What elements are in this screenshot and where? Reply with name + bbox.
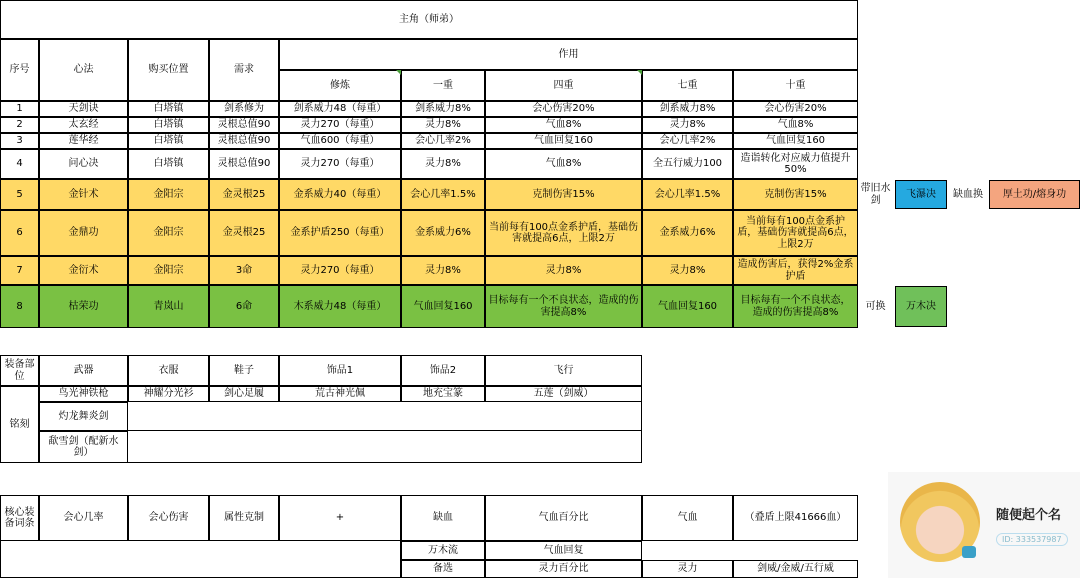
comment-marker — [637, 70, 642, 75]
core-plus: + — [279, 495, 401, 541]
row-level-10: 造诣转化对应威力值提升50% — [733, 149, 858, 179]
core-affix-label: 核心装备词条 — [0, 495, 39, 541]
row-requirement: 剑系修为 — [209, 101, 279, 117]
equip-acc2-value: 地充宝篆 — [401, 386, 485, 402]
comment-marker — [396, 70, 401, 75]
swap-note: 缺血换 — [953, 188, 983, 200]
row-level-1: 灵力8% — [401, 117, 485, 133]
row-method: 枯荣功 — [39, 285, 128, 328]
equip-shoes-value: 剑心足履 — [209, 386, 279, 402]
row-practice: 灵力270（每重） — [279, 256, 401, 285]
row-level-1: 剑系威力8% — [401, 101, 485, 117]
row-level-1: 会心几率1.5% — [401, 179, 485, 210]
row-level-7: 会心几率2% — [642, 133, 733, 149]
row-level-7: 灵力8% — [642, 256, 733, 285]
row-seq: 3 — [0, 133, 39, 149]
row-method: 太玄经 — [39, 117, 128, 133]
equip-acc1-value: 荒古神光佩 — [279, 386, 401, 402]
engrave-label: 铭刻 — [0, 386, 39, 463]
row-level-10: 气血回复160 — [733, 133, 858, 149]
equip-clothes-value: 神耀分光衫 — [128, 386, 209, 402]
row-level-1: 会心几率2% — [401, 133, 485, 149]
row-level-7: 全五行威力100 — [642, 149, 733, 179]
core-row2-b: 气血回复 — [485, 541, 642, 560]
row-level-4: 气血8% — [485, 117, 642, 133]
row-level-1: 灵力8% — [401, 149, 485, 179]
engrave-item-1: 灼龙舞炎剑 — [39, 402, 128, 431]
row-practice: 木系威力48（每重） — [279, 285, 401, 328]
row-location: 金阳宗 — [128, 179, 209, 210]
row-level-10: 气血8% — [733, 117, 858, 133]
row-practice: 金系护盾250（每重） — [279, 210, 401, 256]
header-method: 心法 — [39, 39, 128, 101]
row-method: 金衍术 — [39, 256, 128, 285]
row-seq: 8 — [0, 285, 39, 328]
row-level-10: 克制伤害15% — [733, 179, 858, 210]
core-element-counter: 属性克制 — [209, 495, 279, 541]
core-crit-rate: 会心几率 — [39, 495, 128, 541]
equip-shoes-header: 鞋子 — [209, 355, 279, 386]
row-level-10: 会心伤害20% — [733, 101, 858, 117]
core-row1-b: 气血百分比 — [485, 495, 642, 541]
carry-note: 带旧水剑 — [860, 183, 891, 206]
equip-part-label: 装备部位 — [0, 355, 39, 386]
row-level-7: 气血回复160 — [642, 285, 733, 328]
equip-flying-value: 五莲（剑威） — [485, 386, 642, 402]
row-seq: 7 — [0, 256, 39, 285]
core-row2-a: 万木流 — [401, 541, 485, 560]
equip-acc1-header: 饰品1 — [279, 355, 401, 386]
wanmu-tag: 万木决 — [895, 286, 947, 327]
row-practice: 气血600（每重） — [279, 133, 401, 149]
engrave-item-2: 歃雪剑（配新水剑） — [39, 431, 128, 463]
row-level-7: 金系威力6% — [642, 210, 733, 256]
engrave-empty — [128, 402, 642, 431]
row-level-4: 克制伤害15% — [485, 179, 642, 210]
row-method: 金鼎功 — [39, 210, 128, 256]
row-level-10: 造成伤害后，获得2%金系护盾 — [733, 256, 858, 285]
engrave-empty — [128, 431, 642, 463]
equip-acc2-header: 饰品2 — [401, 355, 485, 386]
header-buy-location: 购买位置 — [128, 39, 209, 101]
core-row1-a: 缺血 — [401, 495, 485, 541]
row-level-4: 会心伤害20% — [485, 101, 642, 117]
row-seq: 6 — [0, 210, 39, 256]
row-location: 金阳宗 — [128, 210, 209, 256]
header-level-7: 七重 — [642, 70, 733, 101]
header-requirement: 需求 — [209, 39, 279, 101]
header-effect: 作用 — [279, 39, 858, 70]
profile-id: ID: 333537987 — [996, 533, 1068, 546]
row-level-4: 目标每有一个不良状态，造成的伤害提高8% — [485, 285, 642, 328]
row-seq: 2 — [0, 117, 39, 133]
header-level-10: 十重 — [733, 70, 858, 101]
row-level-4: 灵力8% — [485, 256, 642, 285]
row-location: 白塔镇 — [128, 133, 209, 149]
equip-clothes-header: 衣服 — [128, 355, 209, 386]
row-level-7: 会心几率1.5% — [642, 179, 733, 210]
core-crit-damage: 会心伤害 — [128, 495, 209, 541]
row-location: 白塔镇 — [128, 101, 209, 117]
row-level-10: 目标每有一个不良状态，造成的伤害提高8% — [733, 285, 858, 328]
row-level-4: 气血回复160 — [485, 133, 642, 149]
header-practice: 修炼 — [279, 70, 401, 101]
replaceable-note: 可换 — [865, 300, 886, 312]
row-level-4: 气血8% — [485, 149, 642, 179]
sheet-title: 主角（师弟） — [0, 0, 858, 39]
row-level-1: 灵力8% — [401, 256, 485, 285]
camera-icon — [962, 546, 976, 558]
row-level-7: 灵力8% — [642, 117, 733, 133]
core-empty — [0, 541, 401, 578]
equip-flying-header: 飞行 — [485, 355, 642, 386]
row-requirement: 灵根总值90 — [209, 149, 279, 179]
row-requirement: 3命 — [209, 256, 279, 285]
row-level-10: 当前每有100点金系护盾，基础伤害就提高6点，上限2万 — [733, 210, 858, 256]
row-requirement: 灵根总值90 — [209, 133, 279, 149]
profile-name: 随便起个名 — [996, 508, 1062, 523]
row-requirement: 金灵根25 — [209, 179, 279, 210]
row-level-4: 当前每有100点金系护盾，基础伤害就提高6点，上限2万 — [485, 210, 642, 256]
row-location: 金阳宗 — [128, 256, 209, 285]
core-row3-b: 灵力百分比 — [485, 560, 642, 578]
core-row3-c: 灵力 — [642, 560, 733, 578]
row-location: 白塔镇 — [128, 117, 209, 133]
earth-skill-tag: 厚土功/熔身功 — [989, 180, 1080, 209]
row-level-1: 金系威力6% — [401, 210, 485, 256]
row-requirement: 6命 — [209, 285, 279, 328]
core-row1-d: （叠盾上限41666血） — [733, 495, 858, 541]
row-method: 问心决 — [39, 149, 128, 179]
row-requirement: 金灵根25 — [209, 210, 279, 256]
core-row3-d: 剑威/金威/五行威 — [733, 560, 858, 578]
row-location: 白塔镇 — [128, 149, 209, 179]
row-practice: 灵力270（每重） — [279, 149, 401, 179]
row-level-1: 气血回复160 — [401, 285, 485, 328]
flying-waterfall-tag: 飞瀑决 — [895, 180, 947, 209]
header-level-4: 四重 — [485, 70, 642, 101]
core-row1-c: 气血 — [642, 495, 733, 541]
row-seq: 4 — [0, 149, 39, 179]
row-method: 金针术 — [39, 179, 128, 210]
row-level-7: 剑系威力8% — [642, 101, 733, 117]
equip-weapon-header: 武器 — [39, 355, 128, 386]
row-seq: 1 — [0, 101, 39, 117]
row-practice: 剑系威力48（每重） — [279, 101, 401, 117]
row-practice: 灵力270（每重） — [279, 117, 401, 133]
equip-weapon-value: 鸟光神铁枪 — [39, 386, 128, 402]
row-location: 青岚山 — [128, 285, 209, 328]
row-practice: 金系威力40（每重） — [279, 179, 401, 210]
row-method: 莲华经 — [39, 133, 128, 149]
header-seq: 序号 — [0, 39, 39, 101]
row-seq: 5 — [0, 179, 39, 210]
row-requirement: 灵根总值90 — [209, 117, 279, 133]
row-method: 天剑诀 — [39, 101, 128, 117]
header-level-1: 一重 — [401, 70, 485, 101]
core-row3-a: 备选 — [401, 560, 485, 578]
